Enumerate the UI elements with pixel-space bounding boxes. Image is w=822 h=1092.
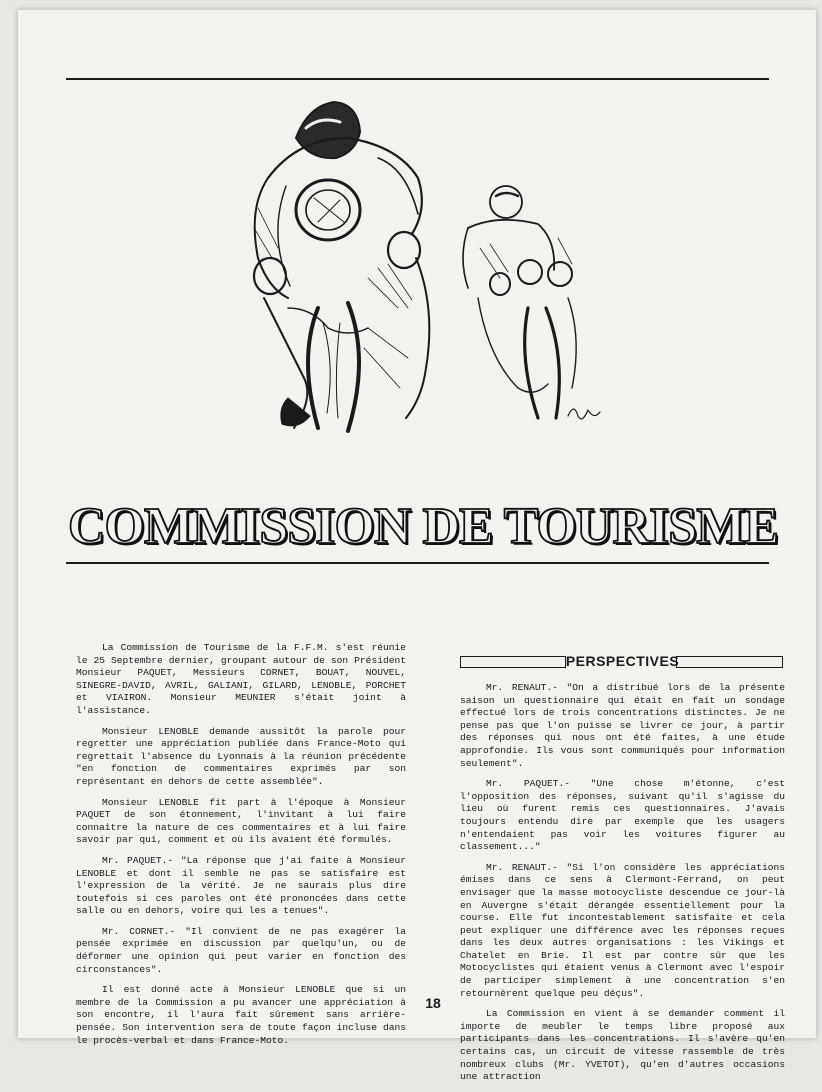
paragraph: Mr. CORNET.- "Il convient de ne pas exagérer la pensée exprimée en discussion par quelqu'un, ou de déformer une opinion qui peut varier en fonction des circonstances". [76,925,406,975]
motorcycle-racers-sketch-icon [228,98,608,448]
paragraph: Mr. PAQUET.- "Une chose m'étonne, c'est l'opposition des réponses, suivant qu'il s'agisse du lieu où furent remis ces questionnaires. J'avais toujours entendu dire par exemple que les usagers n'entendaient pas voir les voitures figurer au classement..." [460,778,785,853]
page-number: 18 [425,995,441,1011]
paragraph: Mr. RENAUT.- "Si l'on considère les appréciations émises dans ce sens à Clermont-Ferrand, on peut envisager que la masse motocycliste descendue ce jour-là en Auvergne s'était dérangée essentiellement pour la course. Elle fut incontestablement satisfaite et cela peut expliquer une différence avec les réponses reçues dans les deux autres organisations : les Vikings et Chatelet en Brie. Il est par contre sûr que les Motocyclistes qui étaient venus à Clermont avec l'espoir de participer simplement à une concentration s'en retournèrent quelque peu déçus". [460,861,785,999]
magazine-page [18,10,816,1083]
right-column [460,682,785,1092]
paragraph: Il est donné acte à Monsieur LENOBLE que si un membre de la Commission a pu avancer une appréciation à son encontre, il l'aura fait sûrement sans arrière-pensée. Son intervention sera de toute façon incluse dans le procès-verbal et dans France-Moto. [76,984,406,1046]
middle-rule [66,562,769,564]
page-title: COMMISSION DE TOURISME [68,498,778,555]
paragraph: La Commission en vient à se demander comment il importe de meubler le temps libre proposé aux participants dans les concentrations. Il s'avère qu'en certains cas, un circuit de vitesse rassemble de très nombreux clubs (Mr. YVETOT), qu'en d'autres occasions une attraction [460,1008,785,1083]
section-heading [460,652,785,672]
paragraph: Mr. PAQUET.- "La réponse que j'ai faite à Monsieur LENOBLE et dont il semble ne pas se satisfaire est l'expression de la vérité. Je ne saurais plus dire toutefois si ces paroles ont été prononcées dans cette salle ou en dehors, voire qui les a tenues". [76,854,406,917]
section-heading-label: PERSPECTIVES [565,653,680,669]
paragraph: La Commission de Tourisme de la F.F.M. s'est réunie le 25 Septembre dernier, groupant autour de son Président Monsieur PAQUET, Messieurs CORNET, BOUAT, NOUVEL, SINEGRE-DAVID, AVRIL, GALIANI, GILARD, LENOBLE, PORCHET et VIAIRON. Monsieur MEUNIER s'était joint à l'assistance. [76,642,406,716]
paragraph: Monsieur LENOBLE demande aussitôt la parole pour regretter une appréciation publiée dans France-Moto qui regrettait l'absence du Lyonnais à la réunion précédente "en fonction de commentaires exprimés par son représentant en dehors de cette assemblée". [76,725,406,787]
paragraph: Mr. RENAUT.- "On a distribué lors de la présente saison un questionnaire qui était en fait un sondage effectué lors de trois concentrations distinctes. Je ne pense pas que l'on puisse se livrer ce jour, à partir des réponses qui nous ont été faites, à une étude approfondie. Ils vous sont communiqués pour information seulement". [460,682,785,769]
paragraph: Monsieur LENOBLE fit part à l'époque à Monsieur PAQUET de son étonnement, l'invitant à lui faire connaître la nature de ces commentaires et à lui faire savoir par qui, comment et où ils avaient été formulés. [76,796,406,846]
left-column [76,642,406,1055]
top-rule [66,78,769,80]
